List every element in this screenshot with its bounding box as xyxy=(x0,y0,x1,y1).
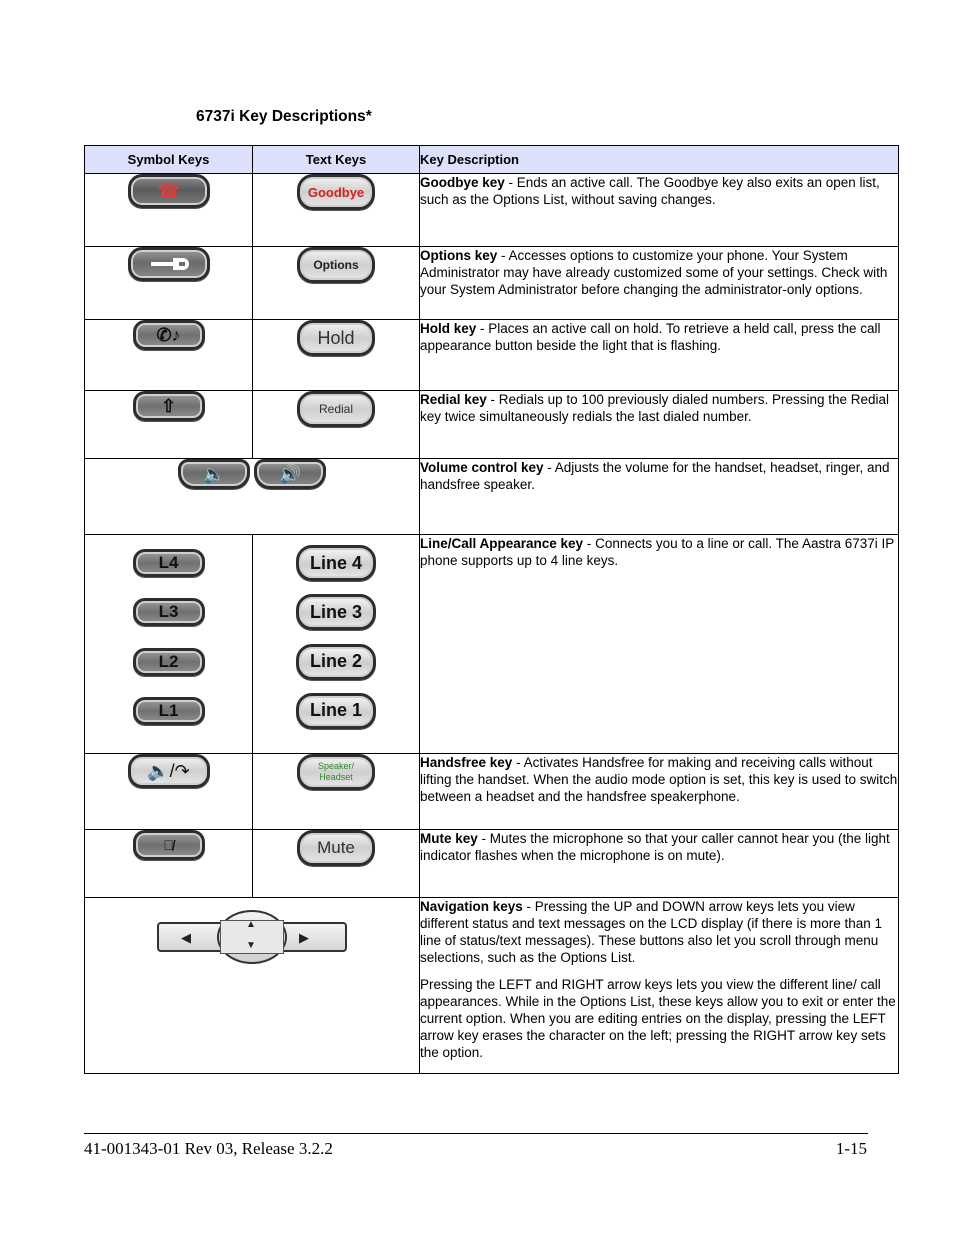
table-row-volume xyxy=(85,459,899,535)
redial-key-name: Redial key xyxy=(420,392,487,407)
goodbye-symbol-cell xyxy=(85,174,253,247)
speaker-high-icon: 🔊 xyxy=(278,464,302,484)
handsfree-text-key-label-bottom: Headset xyxy=(319,772,353,782)
table-row-handsfree xyxy=(85,754,899,830)
handset-with-note-icon: ✆♪ xyxy=(156,325,181,345)
mute-key-desc: - Mutes the microphone so that your caller cannot hear you (the light indicator flashes when the microphone is on mute). xyxy=(420,831,890,863)
table-row-line xyxy=(85,535,899,754)
table-row-options xyxy=(85,247,899,320)
line-key-desc: - Connects you to a line or call. The Aastra 6737i IP phone supports up to 4 line keys. xyxy=(420,536,895,568)
speaker-low-icon: 🔈 xyxy=(202,464,226,484)
footer-document-id: 41-001343-01 Rev 03, Release 3.2.2 xyxy=(84,1139,333,1158)
hold-description xyxy=(420,320,899,391)
mute-text-key xyxy=(297,830,375,866)
header-symbol-keys: Symbol Keys xyxy=(85,146,253,174)
navigation-keys xyxy=(157,910,347,966)
goodbye-text-cell xyxy=(253,174,420,247)
left-arrow-icon: ◀ xyxy=(181,930,191,945)
table-row-redial xyxy=(85,391,899,459)
hold-text-key xyxy=(297,320,375,356)
redial-description xyxy=(420,391,899,459)
navigation-symbol-cell xyxy=(85,898,420,1074)
navigation-desc-para-1 xyxy=(420,898,898,966)
volume-down-key xyxy=(178,459,250,489)
speaker-headset-icon: 🔈/↷ xyxy=(147,761,190,781)
handsfree-symbol-cell xyxy=(85,754,253,830)
mute-symbol-key xyxy=(133,830,205,860)
volume-symbol-cell xyxy=(85,459,420,535)
up-arrow-icon: ⇧ xyxy=(160,396,177,416)
handsfree-key-name: Handsfree key xyxy=(420,755,513,770)
line-symbol-cell xyxy=(85,535,253,754)
redial-text-key-label: Redial xyxy=(318,402,354,416)
line-text-key-1: Line 1 xyxy=(296,693,376,729)
options-symbol-key xyxy=(128,247,210,281)
goodbye-description xyxy=(420,174,899,247)
key-descriptions-table xyxy=(84,145,899,1074)
mute-symbol-cell xyxy=(85,830,253,898)
table-row-mute xyxy=(85,830,899,898)
navigation-key-desc: - Pressing the UP and DOWN arrow keys lets you view different status and text messages on the LCD display (if there is more than 1 line of status/text messages). These buttons also let you scroll through menu selections, such as the Options List. xyxy=(420,899,882,965)
line-text-key-4: Line 4 xyxy=(296,545,376,581)
table-row-hold xyxy=(85,320,899,391)
header-text-keys: Text Keys xyxy=(253,146,420,174)
options-text-key xyxy=(297,247,375,283)
navigation-desc-para-2: Pressing the LEFT and RIGHT arrow keys lets you view the different line/ call appearances. While in the Options List, these keys allow you to exit or enter the current option. When you are editing entries on the display, pressing the LEFT arrow key erases the character on the left; pressing the RIGHT arrow key sets the option. xyxy=(420,977,896,1060)
line-description xyxy=(420,535,899,754)
up-arrow-icon: ▲ xyxy=(246,919,256,930)
handsfree-key-desc: - Activates Handsfree for making and receiving calls without lifting the handset. When the audio mode option is set, this key is used to switch between a headset and the handsfree speakerphone. xyxy=(420,755,898,804)
volume-up-key xyxy=(254,459,326,489)
redial-symbol-cell xyxy=(85,391,253,459)
line-symbol-key-l2: L2 xyxy=(133,648,205,676)
redial-symbol-key xyxy=(133,391,205,421)
hang-up-handset-icon: ☎ xyxy=(157,181,180,201)
redial-key-desc: - Redials up to 100 previously dialed numbers. Pressing the Redial key twice simultaneously redials the last dialed number. xyxy=(420,392,890,424)
mute-text-cell xyxy=(253,830,420,898)
line-symbol-keys xyxy=(85,535,252,739)
muted-microphone-icon: 🎙̸ xyxy=(163,837,174,853)
goodbye-key-name: Goodbye key xyxy=(420,175,505,190)
navigation-key-name: Navigation keys xyxy=(420,899,523,914)
footer-page-number: 1-15 xyxy=(835,1139,867,1158)
goodbye-key-desc: - Ends an active call. The Goodbye key also exits an open list, such as the Options List, without saving changes. xyxy=(420,175,880,207)
options-symbol-cell xyxy=(85,247,253,320)
volume-keys xyxy=(178,459,326,489)
hold-symbol-key xyxy=(133,320,205,350)
navigation-description xyxy=(420,898,899,1074)
hold-text-key-label: Hold xyxy=(317,327,355,348)
hold-text-cell xyxy=(253,320,420,391)
line-text-cell xyxy=(253,535,420,754)
handsfree-text-key-label-top: Speaker/ xyxy=(317,761,355,771)
line-symbol-key-l4: L4 xyxy=(133,549,205,577)
options-key-name: Options key xyxy=(420,248,498,263)
line-text-keys xyxy=(253,535,419,739)
hold-key-name: Hold key xyxy=(420,321,477,336)
volume-key-desc: - Adjusts the volume for the handset, headset, ringer, and handsfree speaker. xyxy=(420,460,890,492)
hold-symbol-cell xyxy=(85,320,253,391)
options-text-cell xyxy=(253,247,420,320)
line-text-key-2: Line 2 xyxy=(296,644,376,680)
table-header-row xyxy=(85,146,899,174)
goodbye-symbol-key xyxy=(128,174,210,208)
goodbye-text-key-label: Goodbye xyxy=(307,184,365,200)
footer-rule xyxy=(84,1133,868,1134)
line-key-name: Line/Call Appearance key xyxy=(420,536,584,551)
handsfree-description xyxy=(420,754,899,830)
volume-description xyxy=(420,459,899,535)
right-arrow-icon: ▶ xyxy=(299,930,309,945)
down-arrow-icon: ▼ xyxy=(246,940,256,951)
options-description xyxy=(420,247,899,320)
line-symbol-key-l1: L1 xyxy=(133,697,205,725)
line-text-key-3: Line 3 xyxy=(296,594,376,630)
goodbye-text-key xyxy=(297,174,375,210)
options-text-key-label: Options xyxy=(313,258,359,272)
hold-key-desc: - Places an active call on hold. To retrieve a held call, press the call appearance button beside the light that is flashing. xyxy=(420,321,881,353)
line-symbol-key-l3: L3 xyxy=(133,598,205,626)
options-key-desc: - Accesses options to customize your phone. Your System Administrator may have already customized some of your settings. Check with your System Administrator before changing the administrator-only options. xyxy=(420,248,888,297)
redial-text-key xyxy=(297,391,375,427)
page-title: 6737i Key Descriptions* xyxy=(196,108,372,125)
redial-text-cell xyxy=(253,391,420,459)
handsfree-text-key xyxy=(297,754,375,790)
handsfree-text-cell xyxy=(253,754,420,830)
header-key-description: Key Description xyxy=(420,146,899,174)
table-row-goodbye xyxy=(85,174,899,247)
wrench-icon xyxy=(149,256,189,272)
mute-text-key-label: Mute xyxy=(317,838,355,857)
mute-description xyxy=(420,830,899,898)
volume-key-name: Volume control key xyxy=(420,460,544,475)
mute-key-name: Mute key xyxy=(420,831,478,846)
table-row-navigation xyxy=(85,898,899,1074)
handsfree-symbol-key xyxy=(128,754,210,788)
